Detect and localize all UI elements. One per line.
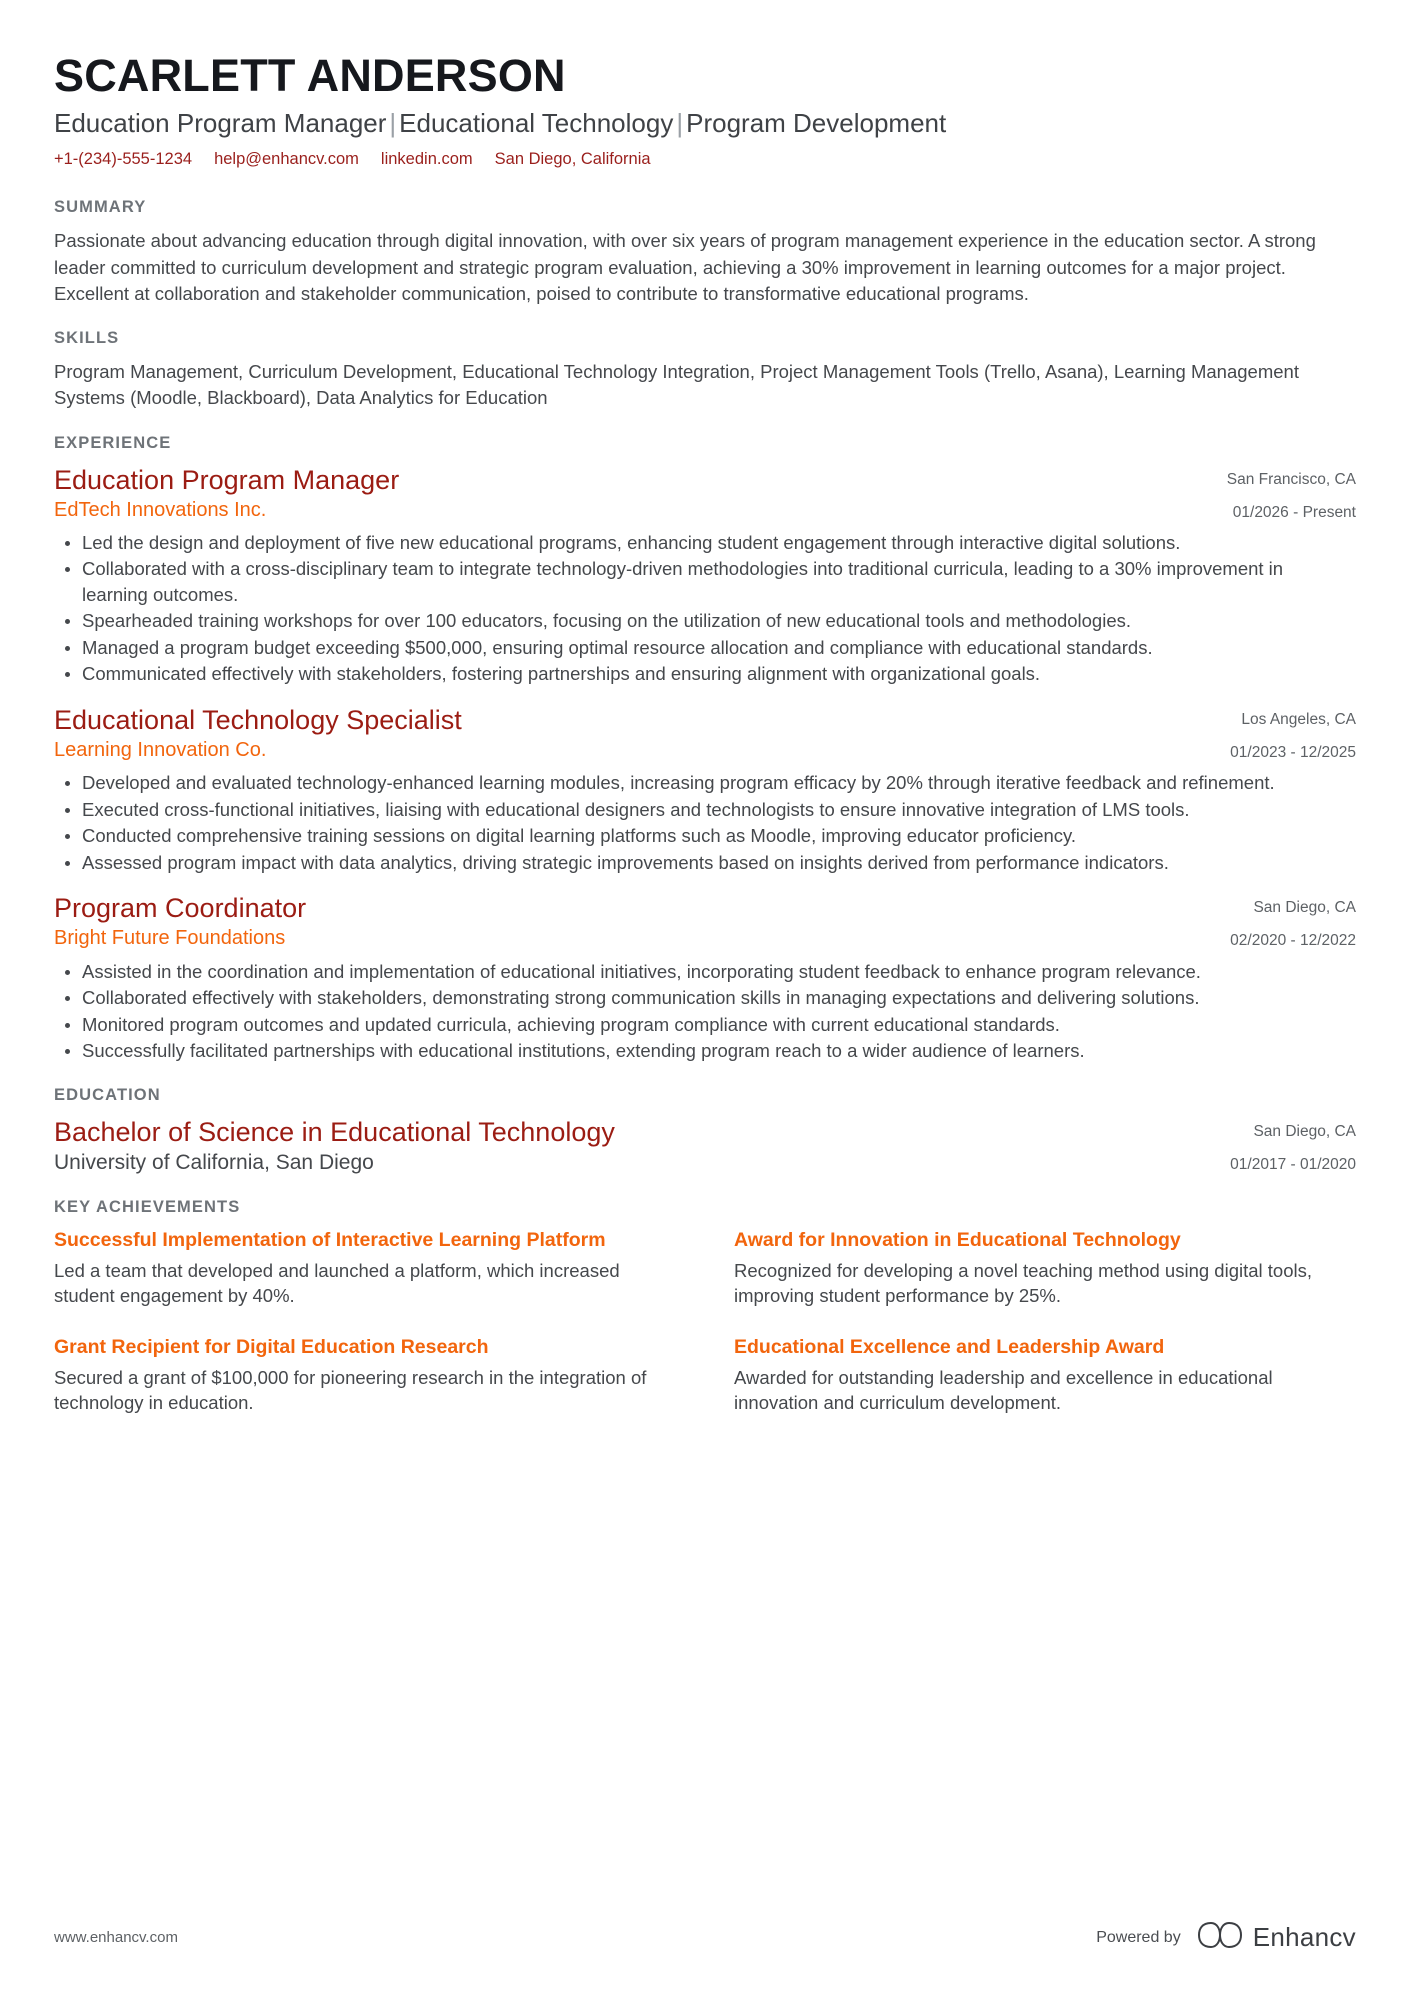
section-title-summary: SUMMARY <box>54 198 147 217</box>
experience-entry <box>54 464 1356 687</box>
job-bullet: Monitored program outcomes and updated curricula, achieving program compliance with current educational standards. <box>54 1012 1339 1038</box>
achievement-item <box>734 1335 1356 1416</box>
job-location: San Diego, CA <box>1253 899 1356 917</box>
achievement-item <box>734 1228 1356 1309</box>
enhancv-logo-icon <box>1197 1920 1243 1955</box>
experience-entry-right <box>1206 704 1356 763</box>
job-bullet: Communicated effectively with stakeholders, fostering partnerships and ensuring alignment with organizational goals. <box>54 661 1339 687</box>
achievement-description: Awarded for outstanding leadership and excellence in educational innovation and curriculum development. <box>734 1366 1273 1414</box>
key-achievements-grid <box>54 1228 1356 1416</box>
experience-entry-right <box>1203 464 1356 523</box>
resume-header <box>54 52 1356 170</box>
education-entry-right <box>1206 1116 1356 1175</box>
job-location: Los Angeles, CA <box>1241 711 1356 728</box>
achievement-item <box>54 1335 676 1416</box>
experience-entry <box>54 892 1356 1063</box>
headline-part-2: Educational Technology <box>399 107 674 138</box>
school-name: University of California, San Diego <box>54 1150 374 1174</box>
job-bullet: Assessed program impact with data analytics, driving strategic improvements based on insights derived from performance indicators. <box>54 850 1339 876</box>
enhancv-wordmark: Enhancv <box>1252 1922 1356 1952</box>
skills-text: Program Management, Curriculum Development, Educational Technology Integration, Project Management Tools (Trello, Asana), Learning Management Systems (Moodle, Blackboard), Data Analytics for Education <box>54 361 1299 409</box>
achievement-description: Led a team that developed and launched a platform, which increased student engagement by 40%. <box>54 1259 620 1307</box>
company-name: Learning Innovation Co. <box>54 738 267 761</box>
achievement-item <box>54 1228 676 1309</box>
experience-entry <box>54 704 1356 875</box>
section-experience <box>54 434 1356 1064</box>
section-summary <box>54 198 1356 307</box>
job-dates: 02/2020 - 12/2022 <box>1230 932 1356 950</box>
contact-phone[interactable]: +1-(234)-555-1234 <box>54 149 193 168</box>
job-title: Education Program Manager <box>54 464 400 495</box>
job-bullet: Executed cross-functional initiatives, liaising with educational designers and technologists to ensure innovative integration of LMS tools. <box>54 797 1339 823</box>
education-entry-head <box>54 1116 1356 1176</box>
job-bullet: Managed a program budget exceeding $500,000, ensuring optimal resource allocation and compliance with educational standards. <box>54 635 1339 661</box>
achievement-title: Award for Innovation in Educational Technology <box>734 1228 1181 1251</box>
enhancv-brand <box>1197 1920 1356 1955</box>
job-bullet-list <box>54 959 1356 1064</box>
experience-entry-head <box>54 892 1356 951</box>
section-key-achievements <box>54 1198 1356 1416</box>
headline-separator-1: | <box>389 107 397 138</box>
section-education <box>54 1086 1356 1176</box>
education-entry <box>54 1116 1356 1176</box>
job-location: San Francisco, CA <box>1226 470 1356 488</box>
contact-linkedin[interactable]: linkedin.com <box>380 149 473 168</box>
headline-separator-2: | <box>676 107 684 138</box>
job-bullet-list <box>54 770 1356 875</box>
candidate-name: SCARLETT ANDERSON <box>54 50 566 101</box>
job-dates: 01/2026 - Present <box>1232 503 1356 521</box>
job-dates: 01/2023 - 12/2025 <box>1230 744 1356 762</box>
section-title-skills: SKILLS <box>54 329 120 348</box>
contact-line <box>54 149 1356 170</box>
job-title: Educational Technology Specialist <box>54 705 462 735</box>
experience-entry-left <box>54 704 1206 763</box>
powered-by-label: Powered by <box>1096 1928 1181 1946</box>
headline-part-1: Education Program Manager <box>54 107 387 138</box>
achievement-description: Recognized for developing a novel teaching method using digital tools, improving student performance by 25%. <box>734 1259 1312 1307</box>
job-bullet: Conducted comprehensive training sessions on digital learning platforms such as Moodle, improving educator proficiency. <box>54 823 1339 849</box>
job-bullet: Collaborated effectively with stakeholders, demonstrating strong communication skills in managing expectations and delivering solutions. <box>54 985 1339 1011</box>
headline-part-3: Program Development <box>686 107 947 138</box>
footer-branding <box>1096 1920 1356 1955</box>
company-name: Bright Future Foundations <box>54 927 286 950</box>
contact-email[interactable]: help@enhancv.com <box>214 149 359 168</box>
footer-website-url[interactable]: www.enhancv.com <box>54 1929 178 1946</box>
job-bullet-list <box>54 530 1356 687</box>
section-title-experience: EXPERIENCE <box>54 433 172 452</box>
experience-entry-left <box>54 464 1203 523</box>
achievement-title: Educational Excellence and Leadership Award <box>734 1335 1165 1358</box>
summary-text: Passionate about advancing education through digital innovation, with over six years of program management experience in the education sector. A strong leader committed to curriculum development and strategic program evaluation, achieving a 30% improvement in learning outcomes for a major project. Excellent at collaboration and stakeholder communication, poised to contribute to transformative educational programs. <box>54 230 1316 304</box>
company-name: EdTech Innovations Inc. <box>54 498 267 521</box>
job-title: Program Coordinator <box>54 893 307 924</box>
job-bullet: Developed and evaluated technology-enhanced learning modules, increasing program efficacy by 20% through iterative feedback and refinement. <box>54 770 1339 796</box>
page-footer <box>54 1920 1356 1955</box>
experience-entry-head <box>54 464 1356 523</box>
degree-title: Bachelor of Science in Educational Technology <box>54 1116 615 1147</box>
job-bullet: Led the design and deployment of five new educational programs, enhancing student engagement through interactive digital solutions. <box>54 530 1339 556</box>
school-location: San Diego, CA <box>1253 1122 1356 1140</box>
school-dates: 01/2017 - 01/2020 <box>1230 1155 1356 1173</box>
achievement-title: Grant Recipient for Digital Education Research <box>54 1335 489 1358</box>
job-bullet: Assisted in the coordination and implementation of educational initiatives, incorporating student feedback to enhance program relevance. <box>54 959 1339 985</box>
experience-entry-left <box>54 892 1206 951</box>
candidate-headline <box>54 107 1356 140</box>
section-title-key-achievements: KEY ACHIEVEMENTS <box>54 1197 241 1216</box>
achievement-description: Secured a grant of $100,000 for pioneering research in the integration of technology in education. <box>54 1366 647 1414</box>
section-title-education: EDUCATION <box>54 1085 161 1104</box>
experience-entry-right <box>1206 892 1356 951</box>
job-bullet: Successfully facilitated partnerships with educational institutions, extending program reach to a wider audience of learners. <box>54 1038 1339 1064</box>
experience-entry-head <box>54 704 1356 763</box>
education-entry-left <box>54 1116 1206 1176</box>
section-skills <box>54 329 1356 412</box>
contact-location: San Diego, California <box>494 149 651 168</box>
job-bullet: Spearheaded training workshops for over 100 educators, focusing on the utilization of new educational tools and methodologies. <box>54 608 1339 634</box>
achievement-title: Successful Implementation of Interactive Learning Platform <box>54 1228 606 1251</box>
job-bullet: Collaborated with a cross-disciplinary team to integrate technology-driven methodologies into traditional curricula, leading to a 30% improvement in learning outcomes. <box>54 556 1339 607</box>
